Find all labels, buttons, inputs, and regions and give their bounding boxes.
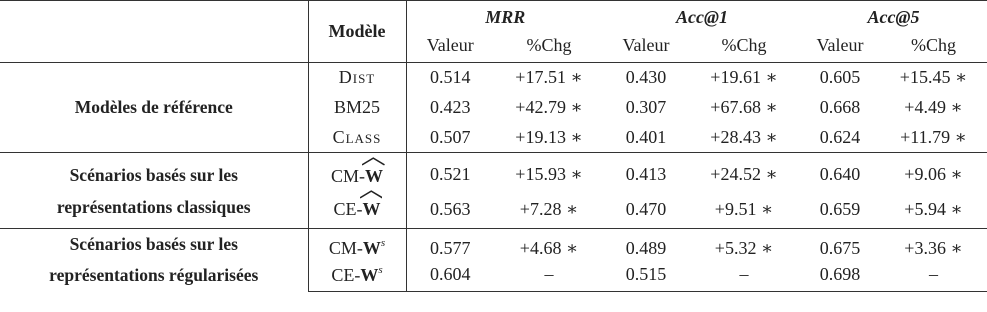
header-model: Modèle: [308, 1, 406, 63]
acc5-value: 0.668: [819, 97, 861, 117]
model-name: CE- W: [308, 191, 406, 229]
mrr-value: 0.604: [406, 259, 494, 291]
mrr-value: 0.577: [406, 229, 494, 259]
significance-marker: ∗: [950, 198, 963, 219]
mrr-value: 0.423: [406, 93, 494, 123]
model-name: Dist: [308, 63, 406, 93]
significance-marker: ∗: [565, 237, 579, 258]
acc1-value: 0.515: [604, 259, 688, 291]
mrr-change: +4.68 ∗: [494, 229, 604, 259]
acc1-value: 0.401: [625, 126, 667, 147]
acc1-value: 0.413: [604, 153, 688, 191]
model-name: BM25: [308, 93, 406, 123]
acc5-change: +11.79 ∗: [900, 126, 967, 147]
acc5-value: 0.605: [800, 63, 880, 93]
significance-marker: ∗: [954, 126, 967, 147]
acc1-change: –: [688, 259, 800, 291]
acc1-change: +19.61 ∗: [688, 63, 800, 93]
group-label-line: représentations régularisées: [49, 265, 259, 285]
acc1-change: +5.32 ∗: [688, 229, 800, 259]
significance-marker: ∗: [570, 163, 583, 184]
acc5-value: 0.675: [800, 229, 880, 259]
model-name: $CE-W^s$: [308, 259, 406, 291]
acc5-change: +9.06 ∗: [880, 153, 987, 191]
model-name: $CM-W^s$: [308, 229, 406, 259]
model-name: CM- W: [308, 153, 406, 191]
acc1-change: +67.68 ∗: [710, 97, 778, 117]
group-label-classic: [0, 153, 308, 229]
header-metric-acc5: Acc@5: [800, 1, 987, 35]
significance-marker: ∗: [765, 163, 778, 184]
mrr-change: +17.51 ∗: [494, 63, 604, 93]
significance-marker: ∗: [950, 237, 963, 258]
table-row: [0, 229, 987, 259]
header-sub-change: %Chg: [911, 34, 956, 55]
acc5-change: +4.49 ∗: [904, 97, 963, 117]
header-metric-acc1: Acc@1: [604, 1, 800, 35]
acc1-value: 0.470: [625, 198, 667, 219]
significance-marker: ∗: [570, 126, 583, 147]
mrr-change: +15.93 ∗: [494, 153, 604, 191]
mrr-change: +19.13 ∗: [515, 126, 583, 147]
model-name: Class: [308, 123, 406, 153]
header-sub-value: Valeur: [406, 35, 494, 63]
header-metric-mrr: MRR: [406, 1, 604, 35]
table-row: [0, 153, 987, 191]
significance-marker: ∗: [570, 67, 583, 88]
header-empty-cell: [0, 1, 308, 63]
significance-marker: ∗: [950, 97, 963, 117]
significance-marker: ∗: [565, 198, 579, 219]
mrr-value: 0.514: [406, 63, 494, 93]
significance-marker: ∗: [950, 163, 963, 184]
significance-marker: ∗: [765, 97, 778, 117]
acc5-value: 0.624: [819, 126, 861, 147]
group-label-line: Modèles de référence: [74, 97, 233, 117]
group-label-line: Scénarios basés sur les: [69, 234, 238, 254]
group-label-line: représentations classiques: [56, 196, 251, 217]
acc5-change: +3.36 ∗: [880, 229, 987, 259]
mrr-value: 0.521: [406, 153, 494, 191]
hat-accent: [362, 157, 385, 166]
significance-marker: ∗: [760, 198, 774, 219]
mrr-value: 0.563: [406, 191, 494, 229]
significance-marker: ∗: [570, 97, 583, 117]
significance-marker: ∗: [954, 67, 968, 88]
group-label-reference: [0, 63, 308, 153]
acc5-change: –: [880, 259, 987, 291]
header-sub-value: Valeur: [622, 34, 670, 55]
mrr-change: +7.28 ∗: [519, 198, 579, 219]
acc5-change: +5.94 ∗: [904, 198, 963, 219]
acc1-change: +28.43 ∗: [710, 126, 778, 147]
significance-marker: ∗: [760, 237, 774, 258]
acc1-value: 0.489: [604, 229, 688, 259]
group-label-line: Scénarios basés sur les: [69, 164, 238, 185]
header-sub-change: %Chg: [526, 34, 572, 55]
acc5-value: 0.640: [800, 153, 880, 191]
acc1-value: 0.430: [604, 63, 688, 93]
acc5-value: 0.659: [819, 198, 861, 219]
acc5-change: +15.45 ∗: [880, 63, 987, 93]
hat-accent: [360, 190, 383, 199]
acc1-change: +24.52 ∗: [688, 153, 800, 191]
mrr-change: +42.79 ∗: [515, 97, 583, 117]
group-label-regularized: [0, 229, 308, 292]
mrr-value: 0.507: [406, 123, 494, 153]
header-row-metrics: [0, 1, 987, 35]
significance-marker: ∗: [765, 126, 778, 147]
acc5-value: 0.698: [800, 259, 880, 291]
header-sub-value: Valeur: [816, 34, 864, 55]
table-row: [0, 63, 987, 93]
significance-marker: ∗: [765, 67, 778, 88]
header-sub-change: %Chg: [721, 34, 767, 55]
acc1-value: 0.307: [625, 97, 667, 117]
acc1-change: +9.51 ∗: [714, 198, 774, 219]
mrr-change: –: [494, 259, 604, 291]
